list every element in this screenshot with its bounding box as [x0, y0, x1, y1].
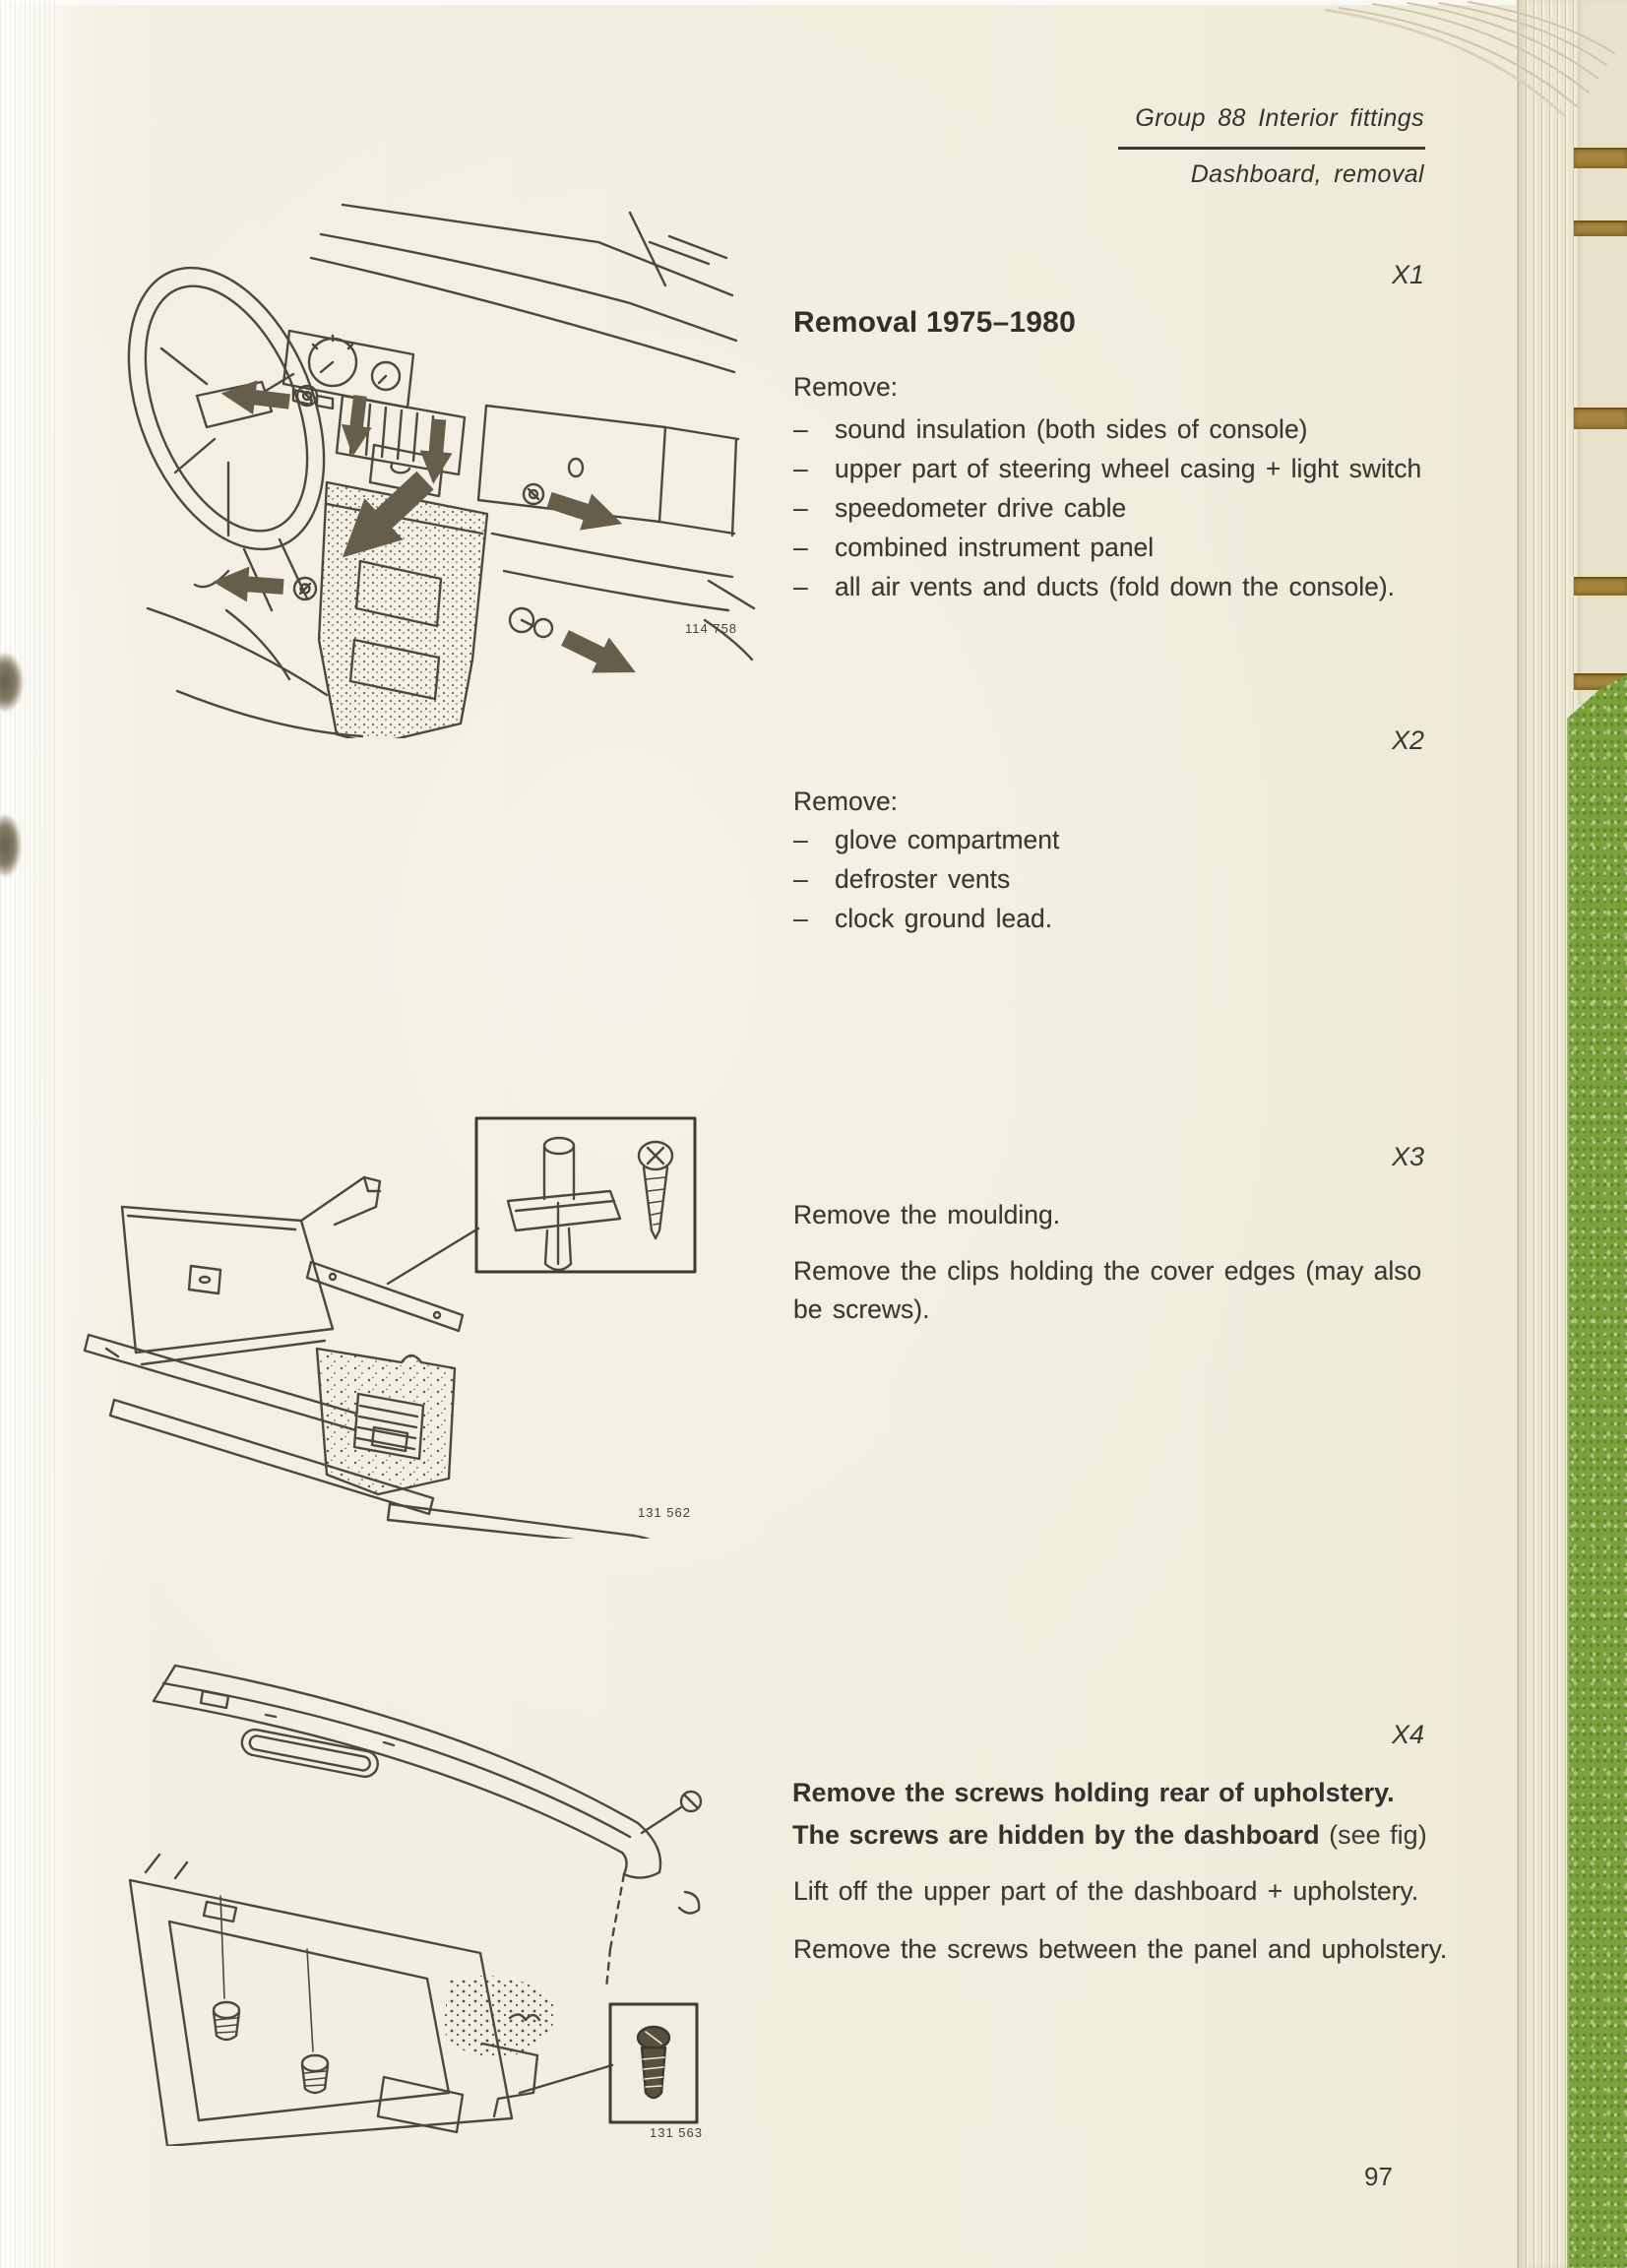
instruction-paragraph: Lift off the upper part of the dashboard + upholstery.: [793, 1876, 1419, 1906]
figure-dashboard-console-removal: [79, 148, 758, 738]
remove-list-x1: [793, 410, 1463, 606]
list-item: [793, 859, 1463, 899]
section-heading: Removal 1975–1980: [793, 306, 1076, 339]
bullet-dash: –: [793, 414, 808, 444]
running-header-subject: Dashboard, removal: [1190, 160, 1424, 188]
tab-marker: [1574, 408, 1627, 429]
figure-glove-compartment-mouldings: [77, 1081, 712, 1539]
list-item: [793, 449, 1463, 488]
instruction-paragraph: Remove the screws between the panel and upholstery.: [793, 1934, 1448, 1964]
figure-number: 114 758: [685, 621, 738, 636]
instruction-paragraph-bold: [792, 1772, 1427, 1857]
page-corner-fan: [1319, 0, 1627, 158]
list-item-text: upper part of steering wheel casing + light switch: [835, 454, 1422, 483]
tab-marker: [1574, 220, 1627, 236]
list-item: [793, 899, 1463, 938]
figure-number: 131 563: [650, 2125, 703, 2140]
scan-edge-top: [0, 0, 1516, 5]
list-item: [793, 567, 1463, 606]
bullet-dash: –: [793, 533, 808, 562]
green-book-edge: [1567, 675, 1627, 2268]
bullet-dash: –: [793, 904, 808, 933]
bullet-dash: –: [793, 572, 808, 601]
bullet-dash: –: [793, 825, 808, 854]
bullet-dash: –: [793, 493, 808, 523]
page-left-texture: [0, 0, 57, 2268]
tab-marker: [1574, 577, 1627, 596]
list-item-text: all air vents and ducts (fold down the console).: [835, 572, 1396, 601]
header-rule: [1118, 147, 1425, 150]
list-item-text: clock ground lead.: [835, 904, 1053, 933]
step-label-x3: X3: [1391, 1142, 1424, 1171]
instruction-paragraph: Remove the moulding.: [793, 1200, 1061, 1229]
running-header-group: Group 88 Interior fittings: [1135, 104, 1424, 132]
list-item: [793, 528, 1463, 567]
bullet-dash: –: [793, 864, 808, 894]
figure-dashboard-upholstery-screws: [59, 1654, 748, 2146]
step-label-x1: X1: [1391, 260, 1424, 289]
remove-list-x2: [793, 820, 1463, 938]
list-item-text: defroster vents: [835, 864, 1011, 894]
see-fig-note: (see fig): [1329, 1820, 1427, 1850]
figure-number: 131 562: [638, 1505, 691, 1520]
page-number: 97: [1364, 2162, 1393, 2191]
list-item-text: speedometer drive cable: [835, 493, 1127, 523]
remove-intro: Remove:: [793, 787, 899, 816]
list-item: [793, 410, 1463, 449]
bullet-dash: –: [793, 454, 808, 483]
list-item-text: combined instrument panel: [835, 533, 1155, 562]
list-item: [793, 820, 1463, 859]
bold-instruction-text: Remove the screws holding rear of upholstery. The screws are hidden by the dashboard: [792, 1778, 1395, 1850]
list-item-text: sound insulation (both sides of console): [835, 414, 1308, 444]
step-label-x2: X2: [1391, 725, 1424, 755]
instruction-paragraph: Remove the clips holding the cover edges (may also be screws).: [793, 1256, 1422, 1324]
list-item: [793, 488, 1463, 528]
step-label-x4: X4: [1391, 1720, 1424, 1749]
list-item-text: glove compartment: [835, 825, 1060, 854]
remove-intro: Remove:: [793, 372, 899, 402]
